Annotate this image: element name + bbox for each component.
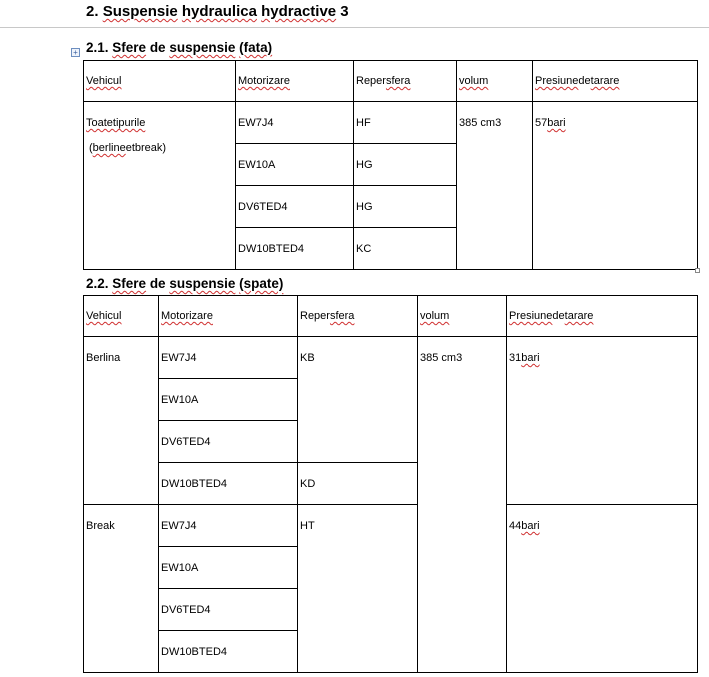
- reper-cell: HT: [300, 520, 315, 532]
- front-spheres-table: [83, 60, 698, 270]
- col-header-reper: Repersfera: [298, 296, 418, 337]
- document-heading: 2. Suspensie hydraulica hydractive 3: [86, 3, 349, 20]
- col-header-volum: volum: [459, 75, 489, 87]
- volum-cell: 385 cm3: [459, 117, 502, 129]
- motorizare-cell: DV6TED4: [161, 604, 211, 616]
- motorizare-cell: DW10BTED4: [161, 646, 228, 658]
- volum-cell: 385 cm3: [420, 352, 463, 364]
- motorizare-cell: EW10A: [238, 159, 276, 171]
- presiune-cell: 31bari: [507, 337, 698, 505]
- col-header-reper: Repersfera: [354, 61, 457, 102]
- col-header-vehicul: Vehicul: [86, 75, 122, 87]
- table-move-handle-icon[interactable]: +: [71, 48, 80, 57]
- reper-cell: HG: [356, 159, 373, 171]
- table-header-row: [84, 296, 698, 337]
- col-header-presiune: Presiunedetarare: [507, 296, 698, 337]
- reper-cell: KD: [300, 478, 316, 490]
- header-divider: [0, 27, 709, 28]
- col-header-volum: volum: [420, 310, 450, 322]
- col-header-presiune: Presiunedetarare: [533, 61, 698, 102]
- motorizare-cell: DV6TED4: [161, 436, 211, 448]
- col-header-motorizare: Motorizare: [238, 75, 290, 87]
- reper-cell: HF: [356, 117, 371, 129]
- table-header-row: [84, 61, 698, 102]
- motorizare-cell: EW7J4: [161, 352, 197, 364]
- table-resize-handle[interactable]: [695, 268, 700, 273]
- table-row: [84, 337, 698, 379]
- presiune-cell: 44bari: [507, 505, 698, 673]
- motorizare-cell: DV6TED4: [238, 201, 288, 213]
- presiune-cell: 57bari: [533, 102, 698, 270]
- motorizare-cell: EW10A: [161, 394, 199, 406]
- reper-cell: HG: [356, 201, 373, 213]
- reper-cell: KC: [356, 243, 372, 255]
- col-header-motorizare: Motorizare: [161, 310, 213, 322]
- table-row: [84, 505, 698, 547]
- table-row: [84, 102, 698, 144]
- motorizare-cell: EW7J4: [238, 117, 274, 129]
- motorizare-cell: EW7J4: [161, 520, 197, 532]
- motorizare-cell: EW10A: [161, 562, 199, 574]
- vehicle-cell: [84, 102, 236, 270]
- motorizare-cell: DW10BTED4: [238, 243, 305, 255]
- vehicle-cell: Break: [86, 520, 115, 532]
- col-header-vehicul: Vehicul: [86, 310, 122, 322]
- vehicle-line-1: Toatetipurile: [86, 117, 146, 129]
- rear-spheres-table: [83, 295, 698, 673]
- reper-cell: KB: [300, 352, 315, 364]
- motorizare-cell: DW10BTED4: [161, 478, 228, 490]
- vehicle-line-2: (berlineetbreak): [89, 142, 167, 154]
- vehicle-cell: Berlina: [86, 352, 121, 364]
- section-heading-front: 2.1. Sfere de suspensie (fata): [86, 40, 273, 55]
- section-heading-rear: 2.2. Sfere de suspensie (spate): [86, 276, 284, 291]
